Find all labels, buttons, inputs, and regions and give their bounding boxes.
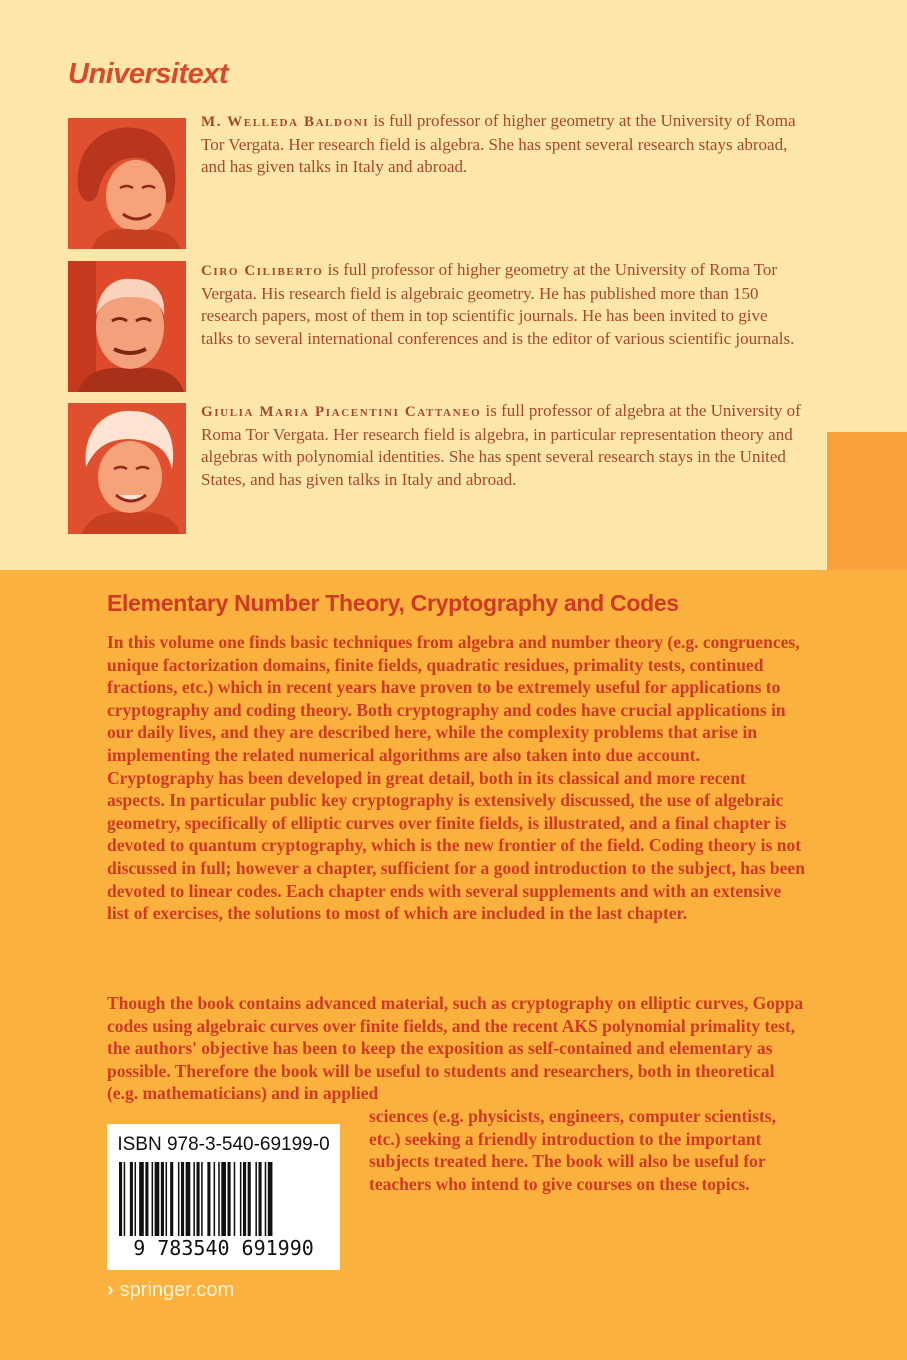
author-bio-ciliberto [201, 259, 801, 350]
series-title: Universitext [68, 58, 229, 90]
description-paragraph-2: Though the book contains advanced material, such as cryptography on elliptic curves, Goppa codes using algebraic curves over finite fields, and the recent AKS polynomial primality test, the authors' objective has been to keep the exposition as self-contained and elementary as possible. Therefore the book will be useful to students and researchers, both in theoretical (e.g. mathematicians) and in applied [107, 993, 804, 1104]
author-bio-cattaneo [201, 400, 801, 491]
isbn-label: ISBN 978-3-540-69199-0 [117, 1134, 330, 1155]
side-tab [827, 432, 907, 570]
barcode [117, 1162, 330, 1236]
author-photo-baldoni [68, 118, 186, 249]
author-name-baldoni: M. Welleda Baldoni [201, 114, 370, 130]
book-title: Elementary Number Theory, Cryptography and Codes [107, 590, 679, 616]
author-bio-text: is full professor of higher geometry at the University of Roma Tor Vergata. Her research field is algebra. She has spent several research stays abroad, and has given talks in Italy and abroad. [201, 111, 796, 176]
author-bio-baldoni [201, 110, 801, 179]
description-paragraph-1: In this volume one finds basic techniques from algebra and number theory (e.g. congruences, unique factorization domains, finite fields, quadratic residues, primality tests, continued fractions, etc.) which in recent years have proven to be extremely useful for applications to cryptography and coding theory. Both cryptography and codes have crucial applications in our daily lives, and they are described here, while the complexity problems that arise in implementing the related numerical algorithms are also taken into due account. Cryptography has been developed in great detail, both in its classical and more recent aspects. In particular public key cryptography is extensively discussed, the use of algebraic geometry, specifically of elliptic curves over finite fields, is illustrated, and a final chapter is devoted to quantum cryptography, which is the new frontier of the field. Coding theory is not discussed in full; however a chapter, sufficient for a good introduction to the subject, has been devoted to linear codes. Each chapter ends with several supplements and with an extensive list of exercises, the solutions to most of which are included in the last chapter. [107, 632, 805, 924]
author-name-cattaneo: Giulia Maria Piacentini Cattaneo [201, 404, 482, 420]
barcode-digits: 9 783540 691990 [133, 1236, 314, 1260]
publisher-link[interactable] [107, 1279, 234, 1302]
publisher-url: springer.com [119, 1279, 235, 1301]
author-bio-text: is full professor of algebra at the University of Roma Tor Vergata. Her research field is algebra, in particular representation theory and algebras with polynomial identities. She has spent several research stays in the United States, and has given talks in Italy and abroad. [201, 401, 801, 489]
chevron-right-icon: › [107, 1279, 114, 1301]
description-paragraph-2-continued: sciences (e.g. physicists, engineers, computer scientists, etc.) seeking a friendly introduction to the important subjects treated here. The book will also be useful for teachers who intend to give courses on these topics. [369, 1106, 776, 1194]
author-photo-ciliberto [68, 261, 186, 392]
author-bio-text: is full professor of higher geometry at the University of Roma Tor Vergata. His research field is algebraic geometry. He has published more than 150 research papers, most of them in top scientific journals. He has been invited to give talks to several international conferences and is the editor of various scientific journals. [201, 260, 795, 348]
author-photo-cattaneo [68, 403, 186, 534]
author-name-ciliberto: Ciro Ciliberto [201, 263, 324, 279]
